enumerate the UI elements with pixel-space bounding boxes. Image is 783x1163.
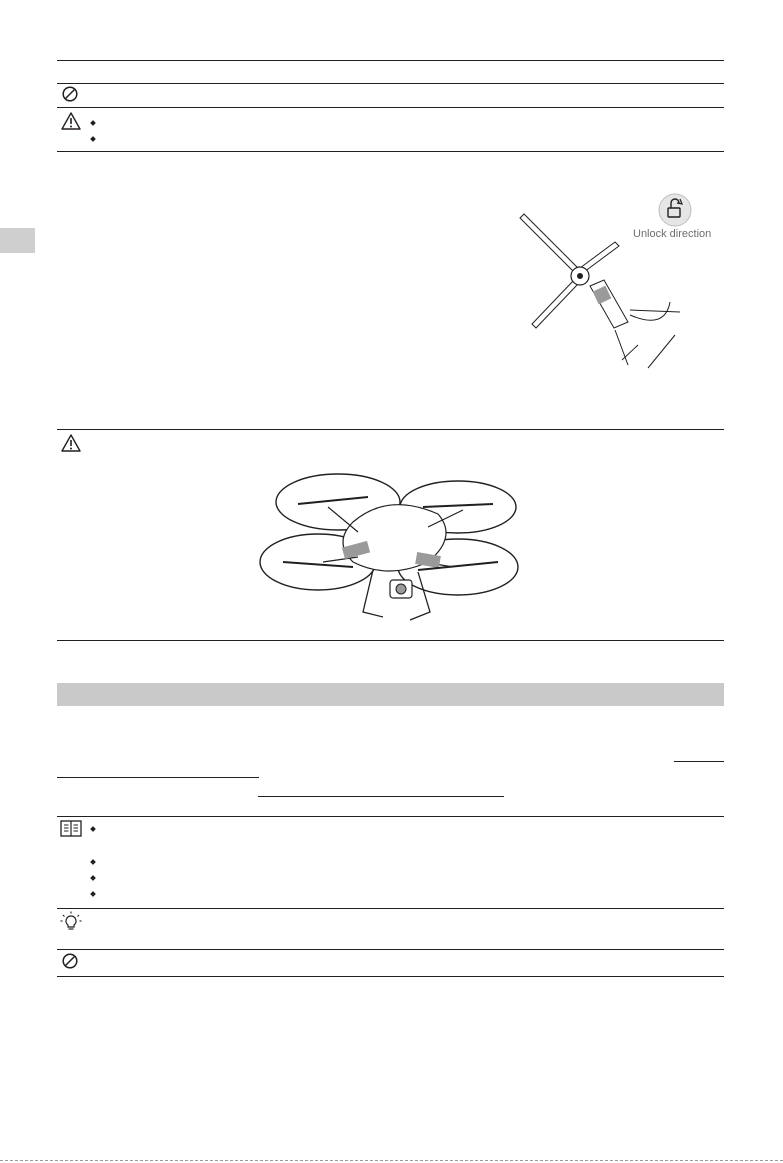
divider <box>57 107 724 108</box>
unlock-direction-caption: Unlock direction <box>633 228 712 240</box>
header-rule <box>57 60 724 61</box>
chapter-tab <box>0 228 35 253</box>
list-bullet <box>90 136 96 142</box>
prohibited-icon <box>62 86 78 102</box>
divider <box>57 908 724 909</box>
list-bullet <box>90 826 96 832</box>
warning-icon <box>61 112 81 130</box>
lightbulb-icon <box>60 911 82 933</box>
list-bullet <box>90 120 96 126</box>
section-header-bar <box>57 683 724 706</box>
list-bullet <box>90 875 96 881</box>
link-underline <box>674 761 724 762</box>
divider <box>57 151 724 152</box>
divider <box>57 816 724 817</box>
warning-icon <box>61 434 81 452</box>
list-bullet <box>90 891 96 897</box>
link-underline <box>57 777 259 778</box>
divider <box>57 640 724 641</box>
divider <box>57 429 724 430</box>
unlock-diagram <box>500 190 730 370</box>
list-bullet <box>90 859 96 865</box>
link-underline <box>258 796 504 797</box>
prohibited-icon <box>62 953 78 969</box>
book-icon <box>60 820 82 837</box>
drone-with-guards-illustration <box>258 462 522 632</box>
divider <box>57 949 724 950</box>
divider <box>57 976 724 977</box>
page-footer-edge <box>0 1160 783 1161</box>
unlock-rotate-icon <box>659 194 691 226</box>
divider <box>57 83 724 84</box>
